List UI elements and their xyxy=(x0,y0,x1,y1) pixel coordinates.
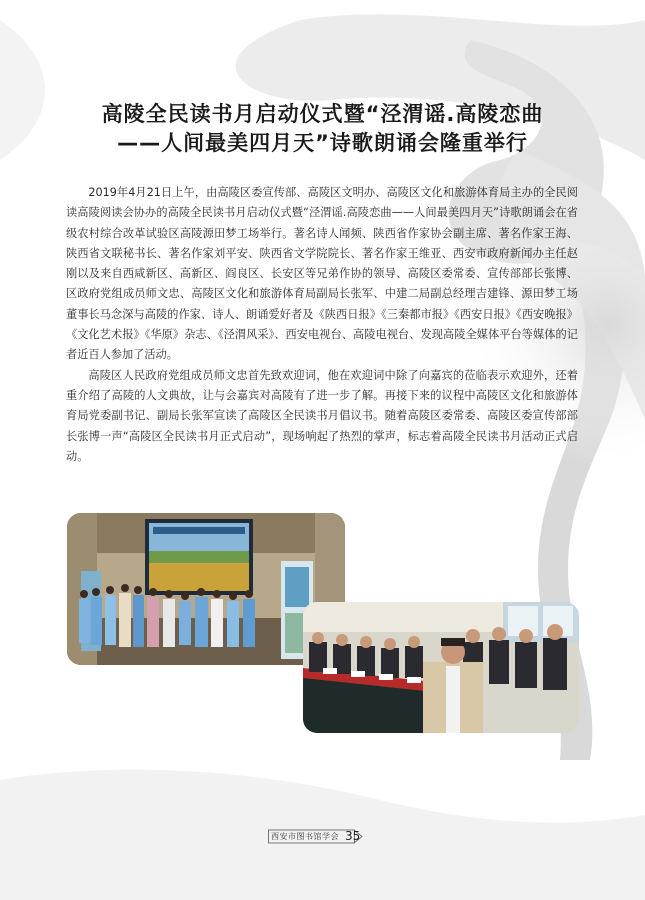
article-body xyxy=(66,183,578,467)
article-paragraph-1: 2019年4月21日上午，由高陵区委宣传部、高陵区文明办、高陵区文化和旅游体育局主办的全民阅读高陵阅读会协办的高陵全民读书月启动仪式暨“泾渭谣.高陵恋曲——人间最美四月天”诗歌朗诵会在省级农村综合改革试验区高陵源田梦工场举行。著名诗人闻频、陕西省作家协会副主席、著名作家王海、陕西省文联秘书长、著名作家刘平安、陕西省文学院院长、著名作家王维亚、西安市政府新闻办主任赵刚以及来自西咸新区、高新区、阎良区、长安区等兄弟作协的领导、高陵区委常委、宣传部部长张博、区政府党组成员师文忠、高陵区文化和旅游体育局副局长张军、中建二局副总经理吉建锋、源田梦工场董事长马念深与高陵的作家、诗人、朗诵爱好者及《陕西日报》《三秦都市报》《西安日报》《西安晚报》《文化艺术报》《华原》杂志、《泾渭风采》、西安电视台、高陵电视台、发现高陵全媒体平台等媒体的记者近百人参加了活动。 xyxy=(66,186,578,362)
page-footer xyxy=(268,827,378,845)
article-title-line-2: ——人间最美四月天”诗歌朗诵会隆重举行 xyxy=(117,131,528,155)
article-paragraph-2: 高陵区人民政府党组成员师文忠首先致欢迎词，他在欢迎词中除了向嘉宾的莅临表示欢迎外，还着重介绍了高陵的人文典故，让与会嘉宾对高陵有了进一步了解。再接下来的议程中高陵区文化和旅游体育局党委副书记、副局长张军宣读了高陵区全民读书月倡议书。随着高陵区委常委、高陵区委宣传部部长张博一声“高陵区全民读书月正式启动”，现场响起了热烈的掌声，标志着高陵全民读书月活动正式启动。 xyxy=(66,368,578,463)
article-title-line-1: 高陵全民读书月启动仪式暨“泾渭谣.高陵恋曲 xyxy=(101,102,544,126)
page-number: 35 xyxy=(345,829,361,843)
photo-audience xyxy=(303,602,579,733)
footer-publisher-label: 西安市图书馆学会 xyxy=(271,831,339,841)
article-title xyxy=(40,100,605,158)
